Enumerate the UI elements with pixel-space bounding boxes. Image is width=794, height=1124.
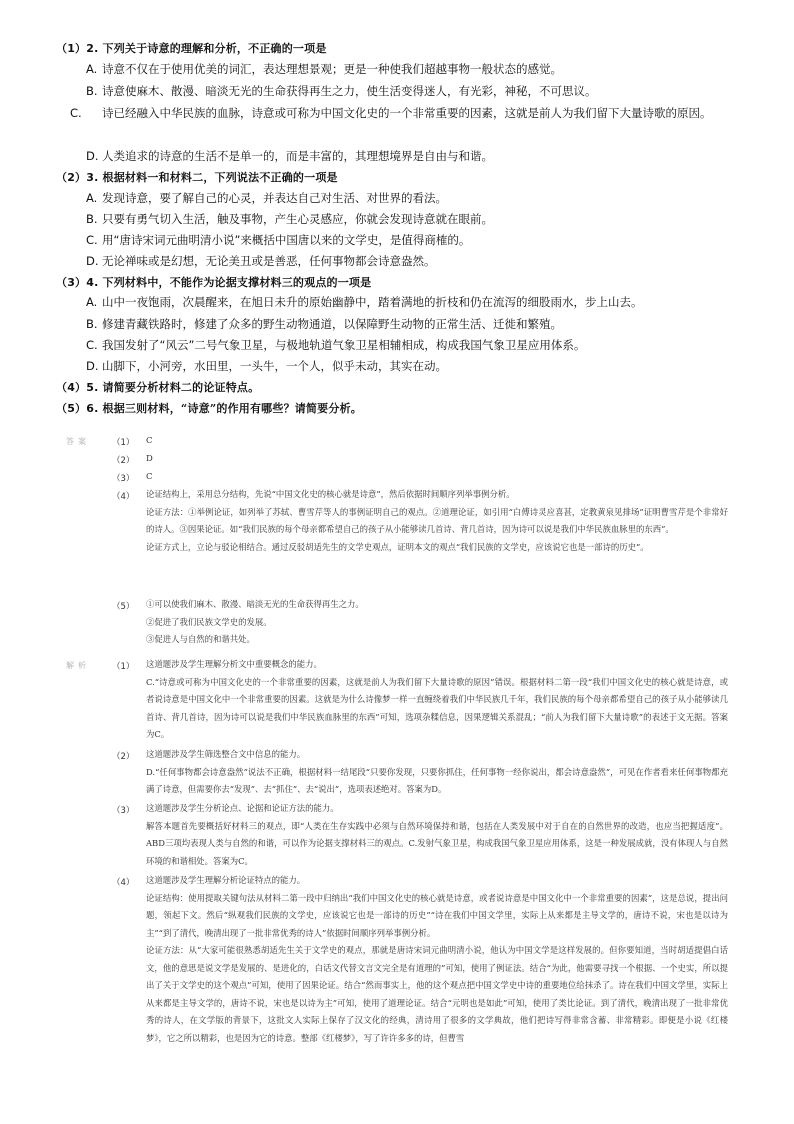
question-3 [56, 274, 776, 290]
option-a[interactable]: A. 诗意不仅在于使用优美的词汇，表达理想景观；更是一种使我们超越事物一般状态的感觉。 [86, 62, 562, 76]
answer-4-block [146, 486, 728, 556]
option-d[interactable]: D. 无论禅味或是幻想，无论美丑或是善恶，任何事物都会诗意盎然。 [86, 254, 436, 268]
answer-paragraph: ①可以使我们麻木、散漫、暗淡无光的生命获得再生之力。 [146, 599, 364, 609]
analysis-3-block [146, 800, 728, 870]
answer-num: （4） [112, 492, 135, 502]
answer-paragraph: ③促进人与自然的和谐共处。 [146, 634, 255, 644]
analysis-4-block [146, 872, 728, 1117]
question-number: （4）5. [56, 381, 99, 394]
analysis-1-block [146, 656, 728, 744]
answer-num: （1） [112, 438, 135, 448]
question-1 [56, 40, 776, 56]
option-a[interactable]: A. 发现诗意，要了解自己的心灵，并表达自己对生活、对世界的看法。 [86, 191, 447, 205]
question-stem: 请简要分析材料二的论证特点。 [102, 381, 260, 394]
option-b[interactable]: B. 诗意使麻木、散漫、暗淡无光的生命获得再生之力，使生活变得迷人，有光彩，神秘，不可思议。 [86, 84, 597, 98]
question-2 [56, 169, 776, 185]
question-number: （1）2. [56, 42, 99, 55]
answer-paragraph: ②促进了我们民族文学史的发展。 [146, 616, 272, 627]
answer-value: C [146, 436, 153, 446]
analysis-label: 解析 [66, 661, 90, 670]
analysis-paragraph: 论证结构：使用提取关键句法从材料二第一段中归纳出“我们中国文化史的核心就是诗意，或者说诗意是中国文化中一个非常重要的因素”，这是总说，提出问题，领起下文。然后“纵观我们民族的文学史，应该说它也是一部诗的历史”“诗在我们中国文学里，实际上从来都是主导文学的，唐诗不说，宋也是以诗为主”“到了清代，晚清出现了一批非常优秀的诗人”依据时间顺序列举事例分析。 [146, 892, 728, 938]
analysis-paragraph: 这道题涉及学生分析论点、论据和论证方法的能力。 [146, 803, 339, 813]
analysis-paragraph: 论证方法：从“大家可能很熟悉胡适先生关于文学史的观点，那就是唐诗宋词元曲明清小说，他认为中国文学是这样发展的。但你要知道，当时胡适提倡白话文，他的意思是说文学是发展的、是进化的，白话文代替文言文完全是有道理的”可知，使用了例证法。结合“为此，他需要寻找一个根据、一个史实，所以提出了关于文学史的这个观点”可知，使用了因果论证。结合“然而事实上，他的这个观点把中国文学史中诗的重要地位给抹杀了。诗在我们中国文学里，实际上从来都是主导文学的，唐诗不说，宋也是以诗为主”可知，使用了道理论证。结合“元明也是如此”可知，使用了类比论证。到了清代，晚清出现了一批非常优秀的诗人，在文学版的背景下，这批文人实际上保存了汉文化的经典，清诗用了很多的文学典故，他们把诗写得非常含蓄、非常精彩。即便是小说《红楼梦》，它之所以精彩，也是因为它的诗意。整部《红楼梦》，写了许许多多的诗，但曹雪 [146, 945, 728, 1043]
option-d[interactable]: D. 人类追求的诗意的生活不是单一的，而是丰富的，其理想境界是自由与和谐。 [86, 149, 493, 163]
question-5 [56, 400, 776, 416]
question-stem: 根据材料一和材料二，下列说法不正确的一项是 [102, 171, 338, 184]
option-a[interactable]: A. 山中一夜饱雨，次晨醒来，在旭日未升的原始幽静中，踏着满地的折枝和仍在流泻的细股雨水，步上山去。 [86, 295, 643, 309]
answer-num: （3） [112, 474, 135, 484]
answer-value: D [146, 454, 153, 464]
answer-paragraph: 论证方法：①举例论证，如列举了苏轼、曹雪芹等人的事例证明自己的观点。②道理论证，如引用“白傅诗灵应喜甚，定教黄泉见排场”证明曹雪芹是个非常好的诗人。③因果论证。如“我们民族的每个母亲都希望自己的孩子从小能够读几首诗、背几首诗，因为诗可以说是我们中华民族血脉里的东西”。 [146, 506, 728, 534]
analysis-2-block [146, 746, 728, 799]
question-4 [56, 379, 776, 395]
analysis-paragraph: C.“诗意或可称为中国文化史的一个非常重要的因素，这就是前人为我们留下大量诗歌的原因”错误。根据材料二第一段“我们中国文化史的核心就是诗意，或者说诗意是中国文化中一个非常重要的因素。这就是为什么诗像梦一样一直缠绕着我们中华民族几千年，我们民族的每个母亲都希望自己的孩子从小能够读几首诗、背几首诗，因为诗可以说是我们中华民族血脉里的东西”可知，选项杂糅信息，因果逻辑关系混乱；“前人为我们留下大量诗歌”的表述于文无据。答案为C。 [146, 676, 728, 739]
answer-paragraph: 论证结构上，采用总分结构，先说“中国文化史的核心就是诗意”，然后依据时间顺序列举事例分析。 [146, 489, 515, 499]
analysis-num: （2） [112, 752, 135, 762]
analysis-paragraph: 解答本题首先要概括好材料三的观点，即“人类在生存实践中必须与自然环境保持和谐，包括在人类发展中对于自在的自然世界的改造，也应当把握适度”。ABD三项均表现人类与自然的和谐，可以作为论据支撑材料三的观点。C.发射气象卫星，构成我国气象卫星应用体系，这是一种发展成就，没有体现人与自然环境的和谐相处。答案为C。 [146, 820, 728, 866]
question-number: （2）3. [56, 171, 99, 184]
analysis-paragraph: 这道题涉及学生筛选整合文中信息的能力。 [146, 749, 306, 759]
option-c[interactable]: C. 用“唐诗宋词元曲明清小说”来概括中国唐以来的文学史，是值得商榷的。 [86, 233, 471, 247]
analysis-num: （3） [112, 806, 135, 816]
question-stem: 根据三则材料，“诗意”的作用有哪些？请简要分析。 [102, 402, 362, 415]
answer-value: C [146, 472, 153, 482]
answer-paragraph: 论证方式上，立论与驳论相结合。通过反驳胡适先生的文学史观点，证明本文的观点“我们民族的文学史，应该说它也是一部诗的历史”。 [146, 541, 649, 552]
answer-5-block [146, 596, 728, 649]
analysis-paragraph: 这道题涉及学生理解分析论证特点的能力。 [146, 875, 306, 885]
option-b[interactable]: B. 修建青藏铁路时，修建了众多的野生动物通道，以保障野生动物的正常生活、迁徙和繁殖。 [86, 317, 562, 331]
option-b[interactable]: B. 只要有勇气切入生活，触及事物，产生心灵感应，你就会发现诗意就在眼前。 [86, 212, 493, 226]
question-number: （3）4. [56, 276, 99, 289]
answer-num: （2） [112, 456, 135, 466]
answer-label: 答案 [66, 437, 90, 446]
analysis-num: （4） [112, 878, 135, 888]
question-number: （5）6. [56, 402, 99, 415]
option-c[interactable]: C. 我国发射了“风云”二号气象卫星，与极地轨道气象卫星相辅相成，构成我国气象卫星应用体系。 [86, 338, 586, 352]
analysis-num: （1） [112, 662, 135, 672]
option-c[interactable]: C. 诗已经融入中华民族的血脉，诗意或可称为中国文化史的一个非常重要的因素，这就是前人为我们留下大量诗歌的原因。 [70, 106, 712, 120]
question-stem: 下列关于诗意的理解和分析，不正确的一项是 [102, 42, 327, 55]
question-stem: 下列材料中，不能作为论据支撑材料三的观点的一项是 [102, 276, 372, 289]
analysis-paragraph: D.“任何事物都会诗意盎然”说法不正确，根据材料一结尾段“只要你发现，只要你抓住，任何事物一经你说出，都会诗意盎然”，可见在作者看来任何事物都充满了诗意，但需要你去“发现”、去“抓住”、去“说出”，选项表述绝对。答案为D。 [146, 766, 728, 794]
analysis-paragraph: 这道题涉及学生理解分析文中重要概念的能力。 [146, 659, 322, 669]
answer-num: （5） [112, 602, 135, 612]
option-d[interactable]: D. 山脚下，小河旁，水田里，一头牛，一个人，似乎未动，其实在动。 [86, 359, 447, 373]
